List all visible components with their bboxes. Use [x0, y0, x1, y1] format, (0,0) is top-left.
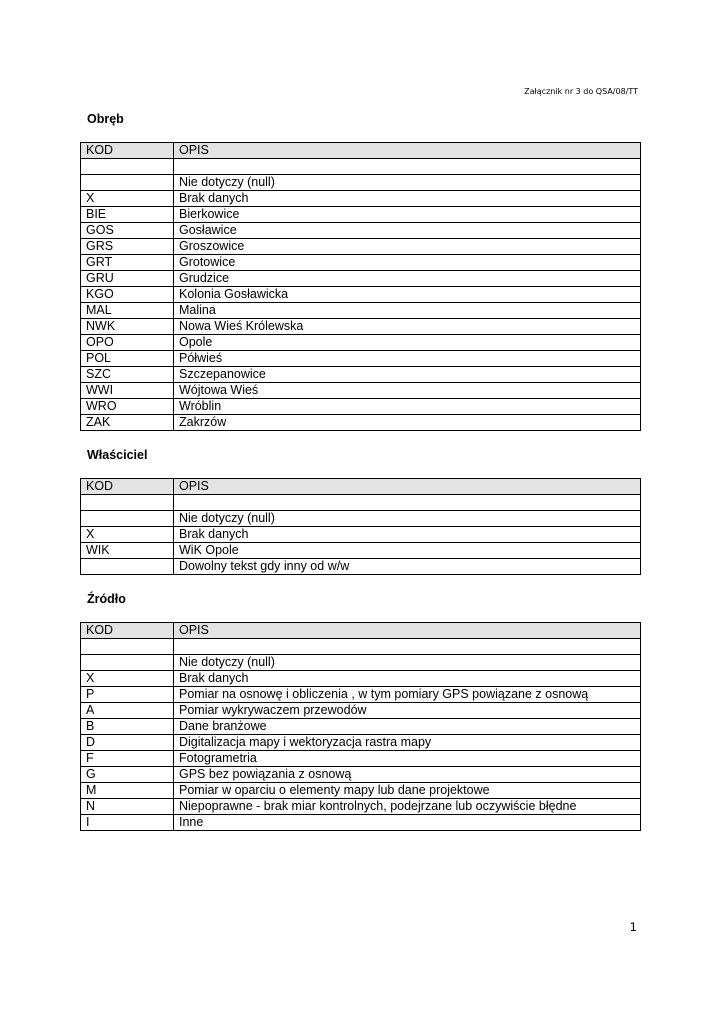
table-row — [81, 655, 641, 671]
cell-opis: Dowolny tekst gdy inny od w/w — [174, 559, 641, 575]
table-row — [81, 799, 641, 815]
table-row — [81, 271, 641, 287]
cell-kod: ZAK — [81, 415, 174, 431]
table-row — [81, 639, 641, 655]
cell-opis: Pomiar wykrywaczem przewodów — [174, 703, 641, 719]
cell-kod: MAL — [81, 303, 174, 319]
cell-kod: WIK — [81, 543, 174, 559]
section-title-wlasciciel: Właściciel — [87, 448, 148, 462]
wlasciciel-table — [80, 478, 641, 575]
cell-kod: B — [81, 719, 174, 735]
table-row — [81, 351, 641, 367]
cell-opis: Groszowice — [174, 239, 641, 255]
cell-kod: I — [81, 815, 174, 831]
cell-kod: P — [81, 687, 174, 703]
cell-kod — [81, 655, 174, 671]
cell-opis: GPS bez powiązania z osnową — [174, 767, 641, 783]
cell-kod: X — [81, 191, 174, 207]
table-row — [81, 207, 641, 223]
cell-kod: OPO — [81, 335, 174, 351]
table-row — [81, 767, 641, 783]
cell-kod: M — [81, 783, 174, 799]
cell-kod: GOS — [81, 223, 174, 239]
cell-opis: Wójtowa Wieś — [174, 383, 641, 399]
column-header-kod: KOD — [81, 143, 174, 159]
cell-opis — [174, 639, 641, 655]
cell-kod: G — [81, 767, 174, 783]
cell-opis: Dane branżowe — [174, 719, 641, 735]
cell-kod: GRT — [81, 255, 174, 271]
cell-opis: Szczepanowice — [174, 367, 641, 383]
section-title-zrodlo: Źródło — [87, 592, 126, 606]
cell-kod: NWK — [81, 319, 174, 335]
section-title-obreb: Obręb — [87, 112, 124, 126]
cell-kod — [81, 639, 174, 655]
table-row — [81, 303, 641, 319]
cell-kod: BIE — [81, 207, 174, 223]
cell-opis: Gosławice — [174, 223, 641, 239]
cell-opis: Nie dotyczy (null) — [174, 511, 641, 527]
table-row — [81, 367, 641, 383]
cell-kod: POL — [81, 351, 174, 367]
cell-opis: Pomiar w oparciu o elementy mapy lub dane projektowe — [174, 783, 641, 799]
table-row — [81, 735, 641, 751]
column-header-opis: OPIS — [174, 623, 641, 639]
cell-kod: A — [81, 703, 174, 719]
table-row — [81, 495, 641, 511]
zrodlo-table — [80, 622, 641, 831]
cell-opis: Brak danych — [174, 191, 641, 207]
table-row — [81, 783, 641, 799]
table-row — [81, 687, 641, 703]
cell-opis: Brak danych — [174, 527, 641, 543]
table-row — [81, 527, 641, 543]
table-row — [81, 815, 641, 831]
table-row — [81, 255, 641, 271]
cell-opis — [174, 495, 641, 511]
cell-opis: Wróblin — [174, 399, 641, 415]
cell-opis: Nie dotyczy (null) — [174, 655, 641, 671]
cell-kod: WRO — [81, 399, 174, 415]
cell-kod — [81, 559, 174, 575]
table-row — [81, 719, 641, 735]
cell-opis: Kolonia Gosławicka — [174, 287, 641, 303]
table-row — [81, 415, 641, 431]
cell-opis: Pomiar na osnowę i obliczenia , w tym pomiary GPS powiązane z osnową — [174, 687, 641, 703]
cell-opis: Nie dotyczy (null) — [174, 175, 641, 191]
cell-kod — [81, 175, 174, 191]
header-note: Załącznik nr 3 do QSA/08/TT — [524, 87, 638, 96]
cell-opis: Malina — [174, 303, 641, 319]
table-header-row — [81, 479, 641, 495]
table-row — [81, 751, 641, 767]
column-header-kod: KOD — [81, 623, 174, 639]
table-row — [81, 239, 641, 255]
cell-opis: Nowa Wieś Królewska — [174, 319, 641, 335]
table-row — [81, 383, 641, 399]
table-row — [81, 511, 641, 527]
cell-opis: Grotowice — [174, 255, 641, 271]
cell-opis: Bierkowice — [174, 207, 641, 223]
cell-kod: F — [81, 751, 174, 767]
table-row — [81, 703, 641, 719]
cell-kod: SZC — [81, 367, 174, 383]
table-row — [81, 319, 641, 335]
cell-kod: N — [81, 799, 174, 815]
cell-kod: X — [81, 671, 174, 687]
cell-opis — [174, 159, 641, 175]
cell-kod: X — [81, 527, 174, 543]
cell-kod: GRU — [81, 271, 174, 287]
cell-opis: WiK Opole — [174, 543, 641, 559]
cell-opis: Opole — [174, 335, 641, 351]
table-row — [81, 223, 641, 239]
cell-opis: Zakrzów — [174, 415, 641, 431]
table-row — [81, 335, 641, 351]
cell-kod: WWI — [81, 383, 174, 399]
table-row — [81, 559, 641, 575]
cell-kod — [81, 159, 174, 175]
table-row — [81, 191, 641, 207]
cell-kod: D — [81, 735, 174, 751]
cell-kod: GRS — [81, 239, 174, 255]
cell-opis: Brak danych — [174, 671, 641, 687]
obreb-table — [80, 142, 641, 431]
table-row — [81, 543, 641, 559]
cell-kod — [81, 511, 174, 527]
table-row — [81, 287, 641, 303]
cell-opis: Inne — [174, 815, 641, 831]
column-header-opis: OPIS — [174, 479, 641, 495]
table-row — [81, 175, 641, 191]
cell-opis: Niepoprawne - brak miar kontrolnych, podejrzane lub oczywiście błędne — [174, 799, 641, 815]
cell-opis: Digitalizacja mapy i wektoryzacja rastra mapy — [174, 735, 641, 751]
cell-kod: KGO — [81, 287, 174, 303]
table-row — [81, 671, 641, 687]
cell-opis: Grudzice — [174, 271, 641, 287]
column-header-opis: OPIS — [174, 143, 641, 159]
table-row — [81, 159, 641, 175]
page-number: 1 — [629, 920, 637, 934]
table-header-row — [81, 623, 641, 639]
cell-kod — [81, 495, 174, 511]
table-header-row — [81, 143, 641, 159]
cell-opis: Fotogrametria — [174, 751, 641, 767]
cell-opis: Półwieś — [174, 351, 641, 367]
column-header-kod: KOD — [81, 479, 174, 495]
table-row — [81, 399, 641, 415]
